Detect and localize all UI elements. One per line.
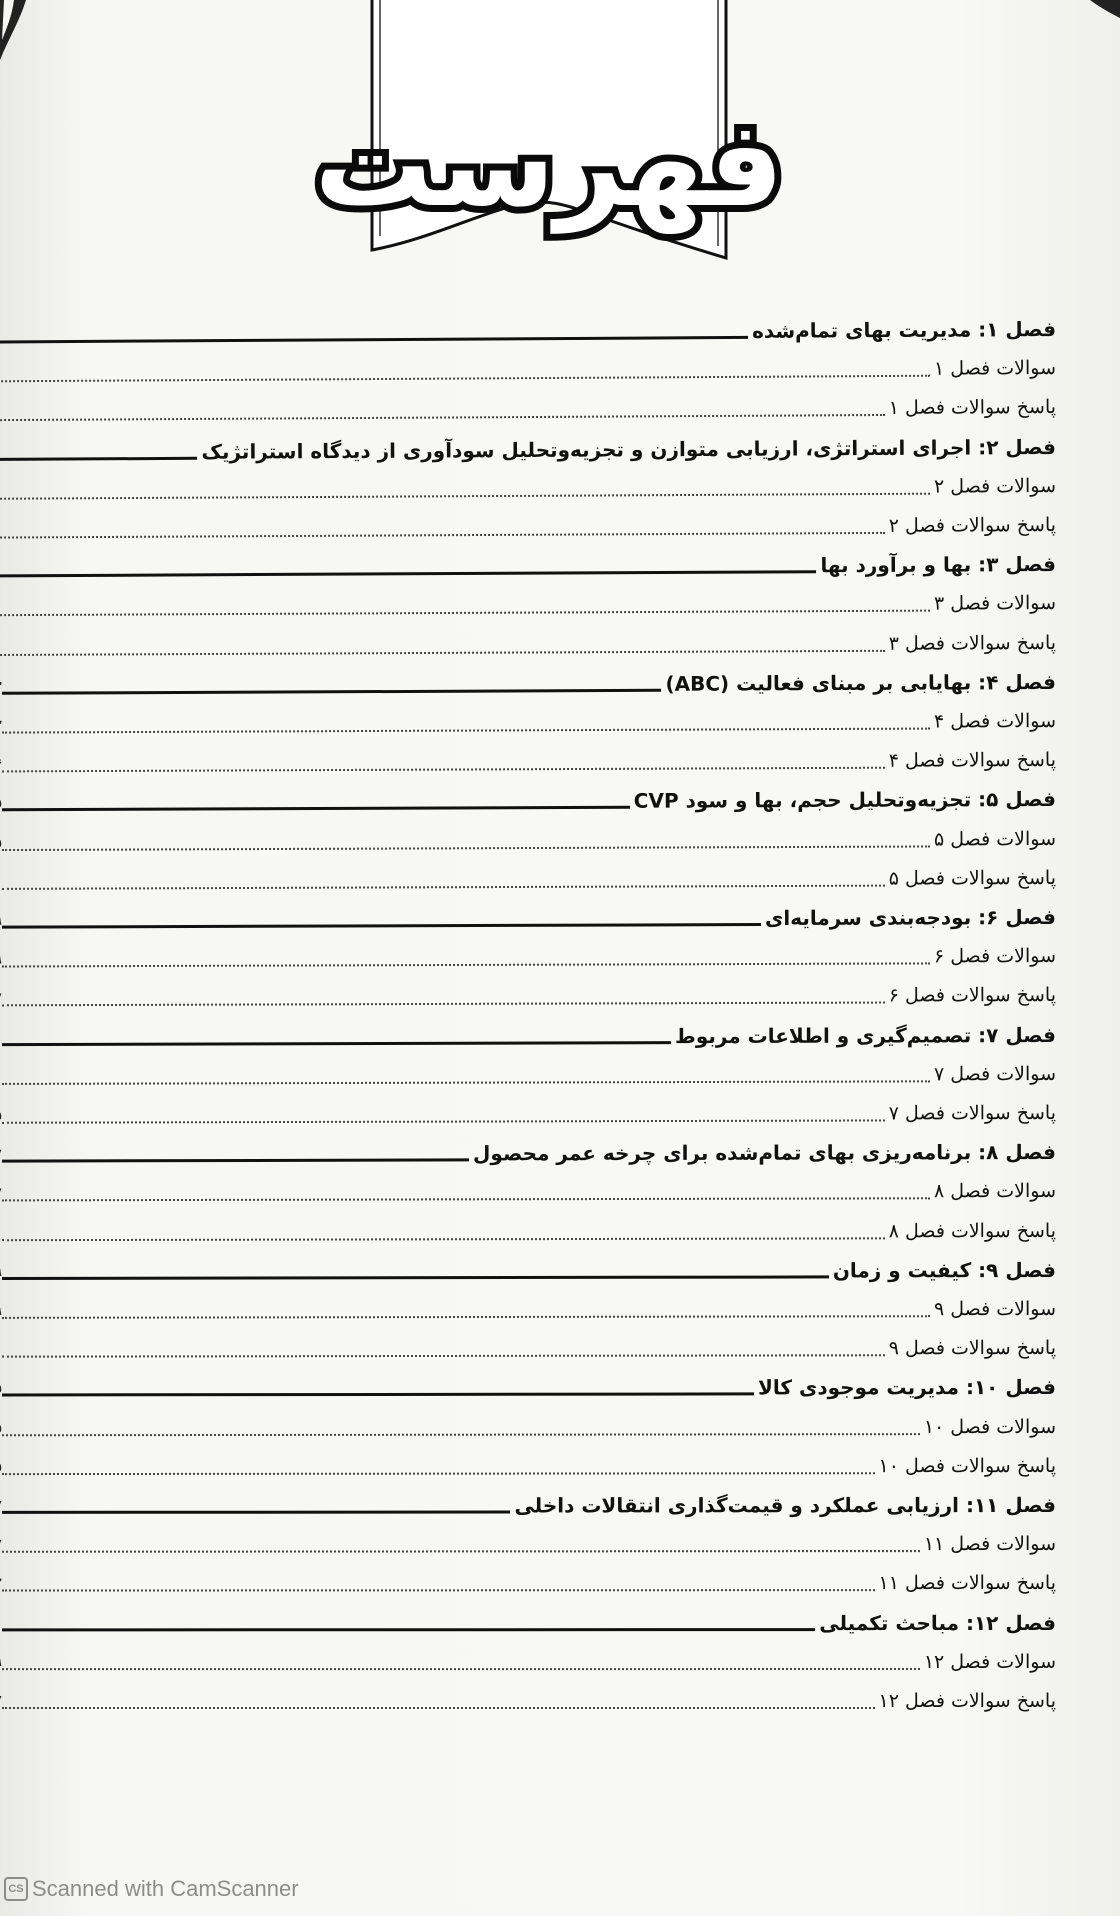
page-number bbox=[0, 828, 2, 858]
dot-leader bbox=[2, 923, 761, 929]
toc-subsection-row[interactable] bbox=[0, 980, 1056, 1013]
toc-subsection-row[interactable] bbox=[0, 1098, 1056, 1131]
dot-leader bbox=[2, 1354, 885, 1357]
chapter-title: فصل ۱۲: مباحث تکمیلی bbox=[819, 1610, 1057, 1635]
page-number bbox=[0, 906, 2, 936]
dot-leader bbox=[0, 570, 816, 577]
page-number bbox=[0, 672, 2, 702]
watermark-text: Scanned with CamScanner bbox=[32, 1876, 299, 1901]
chapter-title: فصل ۵: تجزیه‌وتحلیل حجم، بها و سود CVP bbox=[633, 787, 1057, 814]
dot-leader bbox=[0, 375, 930, 383]
toc-subsection-row[interactable] bbox=[0, 824, 1056, 858]
page-number bbox=[0, 1140, 2, 1170]
subsection-title: پاسخ سوالات فصل ۶ bbox=[888, 984, 1057, 1007]
toc-subsection-row[interactable] bbox=[0, 1294, 1056, 1326]
subsection-title: سوالات فصل ۳ bbox=[933, 592, 1057, 615]
toc-chapter-row[interactable] bbox=[0, 1255, 1056, 1287]
dot-leader bbox=[2, 884, 885, 889]
page-title: فهرست bbox=[314, 95, 784, 233]
chapter-title: فصل ۶: بودجه‌بندی سرمایه‌ای bbox=[764, 905, 1057, 931]
chapter-title: فصل ۹: کیفیت و زمان bbox=[832, 1257, 1057, 1283]
page-number bbox=[0, 1413, 2, 1443]
dot-leader bbox=[2, 845, 930, 851]
dot-leader bbox=[2, 1237, 885, 1241]
dot-leader bbox=[0, 492, 930, 499]
chapter-title: فصل ۷: تصمیم‌گیری و اطلاعات مربوط bbox=[674, 1022, 1057, 1048]
toc-subsection-row[interactable] bbox=[0, 1529, 1056, 1560]
subsection-title: سوالات فصل ۵ bbox=[933, 827, 1057, 851]
dot-leader bbox=[0, 610, 930, 617]
page-number bbox=[0, 867, 2, 897]
dot-leader bbox=[2, 1510, 511, 1513]
toc-subsection-row[interactable] bbox=[0, 1412, 1056, 1443]
chapter-title: فصل ۴: بهایابی بر مبنای فعالیت (ABC) bbox=[665, 669, 1057, 696]
toc-chapter-row[interactable] bbox=[0, 784, 1056, 818]
page-number bbox=[0, 1608, 2, 1638]
page-number bbox=[0, 1023, 2, 1053]
dot-leader bbox=[2, 963, 930, 968]
dot-leader bbox=[2, 1628, 816, 1631]
page-number bbox=[0, 711, 2, 741]
dot-leader bbox=[2, 1393, 754, 1397]
subsection-title: پاسخ سوالات فصل ۵ bbox=[888, 866, 1057, 890]
chapter-title: فصل ۱۱: ارزیابی عملکرد و قیمت‌گذاری انتقالات داخلی bbox=[514, 1493, 1057, 1518]
dot-leader bbox=[0, 649, 885, 655]
page-number bbox=[0, 945, 2, 975]
toc-chapter-row[interactable] bbox=[0, 902, 1056, 936]
dot-leader bbox=[2, 1275, 829, 1280]
chapter-title: فصل ۱۰: مدیریت موجودی کالا bbox=[757, 1375, 1057, 1400]
subsection-title: سوالات فصل ۲ bbox=[933, 474, 1057, 498]
toc-chapter-row[interactable] bbox=[0, 1137, 1056, 1170]
page-number bbox=[0, 1647, 2, 1677]
subsection-title: سوالات فصل ۱۲ bbox=[923, 1650, 1057, 1673]
page-number bbox=[0, 750, 2, 780]
toc-chapter-row[interactable] bbox=[0, 314, 1056, 351]
chapter-title: فصل ۲: اجرای استراتژی، ارزیابی متوازن و تجزیه‌وتحلیل سودآوری از دیدگاه استراتژیک bbox=[201, 434, 1057, 464]
dot-leader bbox=[2, 689, 662, 695]
subsection-title: سوالات فصل ۸ bbox=[933, 1180, 1057, 1203]
dot-leader bbox=[2, 728, 930, 734]
dot-leader bbox=[2, 1159, 469, 1163]
subsection-title: پاسخ سوالات فصل ۱۰ bbox=[878, 1454, 1057, 1477]
subsection-title: پاسخ سوالات فصل ۱۱ bbox=[878, 1572, 1057, 1595]
toc-subsection-row[interactable] bbox=[0, 706, 1056, 741]
subsection-title: پاسخ سوالات فصل ۲ bbox=[888, 514, 1057, 537]
toc-chapter-row[interactable] bbox=[0, 549, 1056, 584]
toc-chapter-row[interactable] bbox=[0, 1608, 1056, 1638]
toc-subsection-row[interactable] bbox=[0, 392, 1056, 428]
dot-leader bbox=[0, 414, 885, 421]
toc-subsection-row[interactable] bbox=[0, 1333, 1056, 1365]
toc-subsection-row[interactable] bbox=[0, 1451, 1056, 1482]
dot-leader bbox=[2, 1080, 930, 1085]
page-number bbox=[0, 1530, 2, 1560]
toc-subsection-row[interactable] bbox=[0, 471, 1056, 507]
toc-chapter-row[interactable] bbox=[0, 1020, 1056, 1053]
subsection-title: پاسخ سوالات فصل ۳ bbox=[888, 631, 1057, 655]
toc-subsection-row[interactable] bbox=[0, 510, 1056, 546]
toc-chapter-row[interactable] bbox=[0, 1372, 1056, 1404]
toc-subsection-row[interactable] bbox=[0, 1216, 1056, 1248]
subsection-title: سوالات فصل ۶ bbox=[933, 945, 1057, 968]
page-number bbox=[0, 1218, 2, 1248]
page-number bbox=[0, 1452, 2, 1482]
subsection-title: سوالات فصل ۴ bbox=[933, 710, 1057, 733]
dot-leader bbox=[0, 336, 748, 344]
toc-subsection-row[interactable] bbox=[0, 1686, 1056, 1716]
subsection-title: پاسخ سوالات فصل ۱ bbox=[888, 396, 1057, 420]
page-number bbox=[0, 1569, 2, 1599]
page-number bbox=[0, 1062, 2, 1092]
page-number bbox=[0, 1179, 2, 1209]
subsection-title: پاسخ سوالات فصل ۹ bbox=[888, 1337, 1057, 1360]
toc-subsection-row[interactable] bbox=[0, 588, 1056, 623]
dot-leader bbox=[2, 806, 630, 812]
toc-subsection-row[interactable] bbox=[0, 941, 1056, 975]
subsection-title: سوالات فصل ۱۰ bbox=[923, 1415, 1057, 1438]
dot-leader bbox=[2, 1433, 920, 1436]
dot-leader bbox=[2, 1198, 930, 1202]
toc-subsection-row[interactable] bbox=[0, 1647, 1056, 1677]
chapter-title: فصل ۳: بها و برآورد بها bbox=[820, 552, 1057, 578]
page-number bbox=[0, 1101, 2, 1131]
page-number bbox=[0, 1335, 2, 1365]
toc-subsection-row[interactable] bbox=[0, 1176, 1056, 1208]
toc-chapter-row[interactable] bbox=[0, 432, 1056, 468]
subsection-title: پاسخ سوالات فصل ۴ bbox=[888, 749, 1057, 772]
dot-leader bbox=[0, 456, 198, 460]
toc-subsection-row[interactable] bbox=[0, 1059, 1056, 1092]
dot-leader bbox=[2, 1119, 885, 1123]
page-number bbox=[0, 1491, 2, 1521]
dot-leader bbox=[2, 1589, 875, 1591]
chapter-title: فصل ۱: مدیریت بهای تمام‌شده bbox=[751, 317, 1057, 343]
subsection-title: سوالات فصل ۹ bbox=[933, 1298, 1057, 1321]
dot-leader bbox=[2, 1315, 930, 1319]
toc-subsection-row[interactable] bbox=[0, 863, 1056, 897]
subsection-title: پاسخ سوالات فصل ۸ bbox=[888, 1219, 1057, 1242]
page-number bbox=[0, 1374, 2, 1404]
toc-subsection-row[interactable] bbox=[0, 745, 1056, 780]
toc-chapter-row[interactable] bbox=[0, 667, 1056, 702]
dot-leader bbox=[2, 767, 885, 773]
toc-subsection-row[interactable] bbox=[0, 1568, 1056, 1599]
page-number bbox=[0, 789, 2, 819]
subsection-title: سوالات فصل ۱۱ bbox=[923, 1533, 1057, 1556]
dot-leader bbox=[2, 1041, 671, 1046]
page-number bbox=[0, 1296, 2, 1326]
dot-leader bbox=[2, 1668, 920, 1670]
subsection-title: پاسخ سوالات فصل ۷ bbox=[888, 1102, 1057, 1125]
dot-leader bbox=[2, 1550, 920, 1553]
dot-leader bbox=[0, 532, 885, 539]
scanner-watermark bbox=[4, 1876, 299, 1902]
page-number bbox=[0, 1257, 2, 1287]
subsection-title: سوالات فصل ۷ bbox=[933, 1062, 1057, 1086]
toc-subsection-row[interactable] bbox=[0, 628, 1056, 663]
dot-leader bbox=[2, 1707, 875, 1709]
chapter-title: فصل ۸: برنامه‌ریزی بهای تمام‌شده برای چرخه عمر محصول bbox=[473, 1140, 1057, 1166]
subsection-title: سوالات فصل ۱ bbox=[933, 357, 1057, 380]
camscanner-logo-icon: CS bbox=[4, 1877, 28, 1901]
page-number bbox=[0, 1686, 2, 1716]
dot-leader bbox=[2, 1472, 875, 1475]
toc-subsection-row[interactable] bbox=[0, 353, 1056, 389]
toc-chapter-row[interactable] bbox=[0, 1490, 1056, 1521]
page-number bbox=[0, 984, 2, 1014]
dot-leader bbox=[2, 1002, 885, 1007]
subsection-title: پاسخ سوالات فصل ۱۲ bbox=[878, 1690, 1056, 1712]
